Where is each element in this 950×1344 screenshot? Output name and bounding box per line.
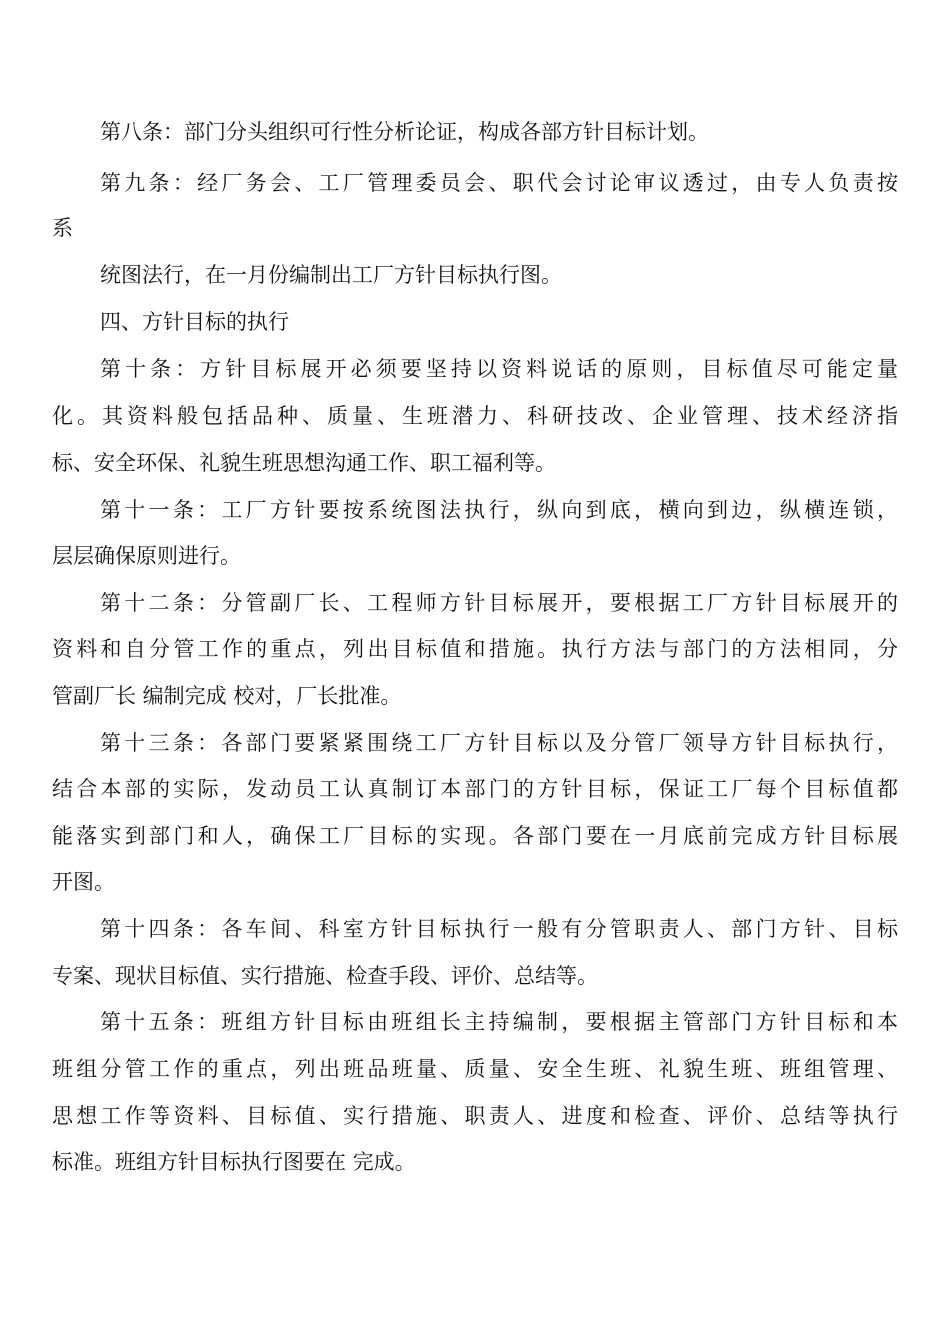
paragraph-article-15-line-4: 标准。班组方针目标执行图要在 完成。 xyxy=(52,1150,416,1174)
paragraph-article-11-line-2: 层层确保原则进行。 xyxy=(52,544,241,568)
paragraph-article-9-line-3: 统图法行，在一月份编制出工厂方针目标执行图。 xyxy=(100,263,562,287)
paragraph-article-10-line-2: 化。其资料般包括品种、质量、生班潜力、科研技改、企业管理、技术经济指 xyxy=(52,404,898,428)
paragraph-article-9-line-1: 第九条：经厂务会、工厂管理委员会、职代会讨论审议透过，由专人负责按 xyxy=(100,171,898,195)
paragraph-article-9-line-2: 系 xyxy=(52,216,73,240)
section-heading-execution: 四、方针目标的执行 xyxy=(100,310,289,334)
paragraph-article-15-line-2: 班组分管工作的重点，列出班品班量、质量、安全生班、礼貌生班、班组管理、 xyxy=(52,1057,898,1081)
paragraph-article-13-line-1: 第十三条：各部门要紧紧围绕工厂方针目标以及分管厂领导方针目标执行， xyxy=(100,731,898,755)
paragraph-article-13-line-2: 结合本部的实际，发动员工认真制订本部门的方针目标，保证工厂每个目标值都 xyxy=(52,777,898,801)
paragraph-article-11-line-1: 第十一条：工厂方针要按系统图法执行，纵向到底，横向到边，纵横连锁， xyxy=(100,498,898,522)
paragraph-article-14-line-2: 专案、现状目标值、实行措施、检查手段、评价、总结等。 xyxy=(52,964,598,988)
paragraph-article-13-line-4: 开图。 xyxy=(52,870,115,894)
paragraph-article-10-line-1: 第十条：方针目标展开必须要坚持以资料说话的原则，目标值尽可能定量 xyxy=(100,357,898,381)
paragraph-article-13-line-3: 能落实到部门和人，确保工厂目标的实现。各部门要在一月底前完成方针目标展 xyxy=(52,824,898,848)
paragraph-article-12-line-1: 第十二条：分管副厂长、工程师方针目标展开，要根据工厂方针目标展开的 xyxy=(100,591,898,615)
paragraph-article-12-line-3: 管副厂长 编制完成 校对，厂长批准。 xyxy=(52,684,402,708)
paragraph-article-14-line-1: 第十四条：各车间、科室方针目标执行一般有分管职责人、部门方针、目标 xyxy=(100,917,898,941)
paragraph-article-12-line-2: 资料和自分管工作的重点，列出目标值和措施。执行方法与部门的方法相同，分 xyxy=(52,637,898,661)
paragraph-article-10-line-3: 标、安全环保、礼貌生班思想沟通工作、职工福利等。 xyxy=(52,451,556,475)
paragraph-article-15-line-1: 第十五条：班组方针目标由班组长主持编制，要根据主管部门方针目标和本 xyxy=(100,1010,898,1034)
paragraph-article-15-line-3: 思想工作等资料、目标值、实行措施、职责人、进度和检查、评价、总结等执行 xyxy=(52,1104,898,1128)
paragraph-article-8: 第八条：部门分头组织可行性分析论证，构成各部方针目标计划。 xyxy=(100,120,709,144)
